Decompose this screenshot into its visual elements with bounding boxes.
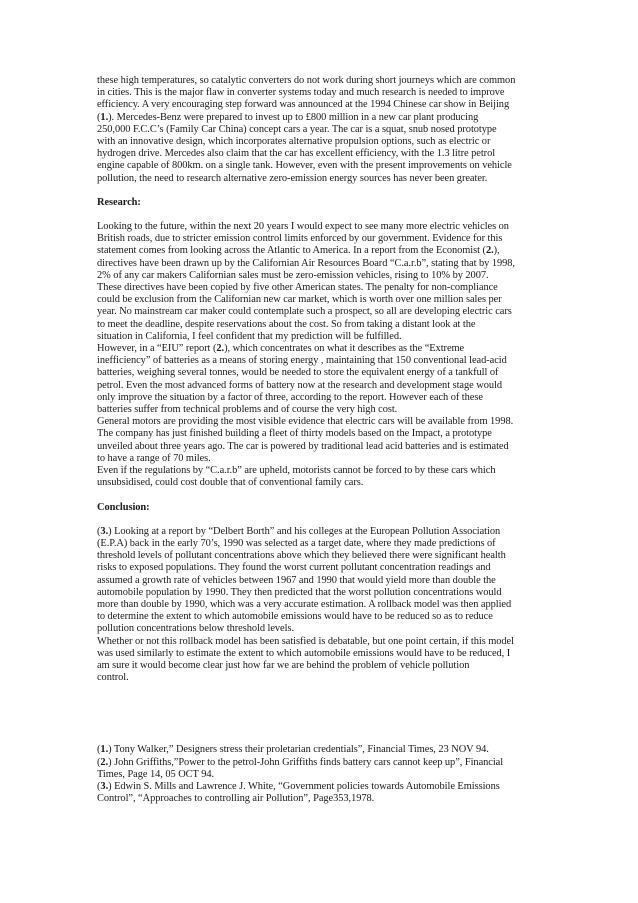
text-fragment: ( [97,744,101,756]
reference-item [97,757,547,769]
text-line: 250,000 F.C.C’s (Family Car China) concept cars a year. The car is a squat, snub nosed prototype [97,123,497,135]
text-line [97,343,547,355]
references-list [97,744,547,805]
text-line: to have a range of 70 miles. [97,452,211,464]
text-line: was used similarly to estimate the extent to which automobile emissions would have to be reduced, I [97,647,511,659]
text-line: situation in California, I feel confident that my prediction will be fulfilled. [97,330,402,342]
text-line: batteries, weighing several tonnes, would be needed to store the equivalent energy of a tankfull of [97,367,499,379]
text-line: petrol. Even the most advanced forms of battery now at the research and development stage would [97,379,502,391]
reference-item-continued: Control”, “Approaches to controlling air Pollution”, Page353,1978. [97,793,375,805]
text-line [97,245,547,257]
text-line [97,526,547,538]
text-line: these high temperatures, so catalytic converters do not work during short journeys which are common [97,75,516,86]
citation-number: 2. [100,756,109,768]
citation-number: 2. [216,343,225,355]
text-line: 2% of any car makers Californian sales must be zero-emission vehicles, rising to 10% by 2007. [97,269,489,281]
text-fragment: However, in a “EIU” report ( [97,343,217,355]
text-line: in cities. This is the major flaw in converter systems today and much research is needed to improve [97,87,505,99]
text-line: with an innovative design, which incorporates alternative propulsion options, such as electric or [97,136,491,148]
text-line: (E.P.A) back in the early 70’s, 1990 was selected as a target date, where they made predictions of [97,537,496,549]
text-line [97,112,547,124]
text-fragment: ), which concentrates on what it describes as the “Extreme [224,343,465,355]
text-line: batteries suffer from technical problems and of course the very high cost. [97,404,398,416]
document-page [97,75,547,805]
citation-number: 2. [485,245,494,257]
text-fragment: ( [97,756,101,768]
intro-paragraph [97,75,547,185]
text-line: assumed a growth rate of vehicles between 1967 and 1990 that would yield more than double the [97,574,496,586]
text-line: The company has just finished building a fleet of thirty models based on the Impact, a prototype [97,428,492,440]
research-paragraph [97,221,547,489]
conclusion-paragraph [97,526,547,685]
text-line: to determine the extent to which automobile emissions would have to be reduced so as to reduce [97,611,493,623]
text-fragment: ( [97,525,101,537]
text-line: pollution concentrations below threshold levels. [97,623,295,635]
text-line: threshold levels of pollutant concentrations above which they believed there were significant health [97,550,506,562]
text-fragment: ). Mercedes-Benz were prepared to invest up to £800 million in a new car plant producing [108,111,479,123]
text-line: unsubsidised, could cost double that of conventional family cars. [97,477,364,489]
blank-space [97,696,547,744]
citation-number: 1. [100,111,109,123]
text-fragment: ) Looking at a report by “Delbert Borth” and his colleges at the European Pollution Association [108,525,501,537]
conclusion-heading: Conclusion: [97,501,150,513]
text-line: Whether or not this rollback model has been satisfied is debatable, but one point certain, if this model [97,635,514,647]
citation-number: 3. [100,780,109,792]
text-line: year. No mainstream car maker could contemplate such a prospect, so all are developing electric cars [97,306,512,318]
text-fragment: statement comes from looking across the Atlantic to America. In a report from the Economist ( [97,245,486,257]
text-line: Even if the regulations by “C.a.r.b” are upheld, motorists cannot be forced to by these cars which [97,465,496,477]
research-heading: Research: [97,196,141,208]
text-fragment: ), [493,245,500,257]
reference-item [97,744,547,756]
text-line: pollution, the need to research alternative zero-emission energy sources has never been greater. [97,172,488,184]
text-fragment: ( [97,780,101,792]
text-line: engine capable of 800km. on a single tank. However, even with the present improvements on vehicle [97,160,512,172]
text-line: unveiled about three years ago. The car is powered by traditional lead acid batteries and is estimated [97,440,509,452]
text-line: These directives have been copied by five other American states. The penalty for non-compliance [97,282,498,294]
text-line: more than double by 1990, which was a very accurate estimation. A rollback model was then applied [97,598,512,610]
text-fragment: ) Edwin S. Mills and Lawrence J. White, “Government policies towards Automobile Emissions [108,780,500,792]
text-line: efficiency. A very encouraging step forward was announced at the 1994 Chinese car show in Beijing [97,99,510,111]
text-line: Looking to the future, within the next 20 years I would expect to see many more electric vehicles on [97,221,509,233]
text-line: General motors are providing the most visible evidence that electric cars will be available from 1998. [97,416,514,428]
text-fragment: ) John Griffiths,”Power to the petrol-John Griffiths finds battery cars cannot keep up”, Financial [108,756,504,768]
text-fragment: ) Tony Walker,” Designers stress their proletarian credentials”, Financial Times, 23 NOV 94. [108,744,489,756]
text-line: risks to exposed populations. They found the worst current pollutant concentration readings and [97,562,491,574]
text-line: directives have been drawn up by the Californian Air Resources Board “C.a.r.b”, stating that by 1998, [97,257,515,269]
text-line: inefficiency” of batteries as a means of storing energy , maintaining that 150 conventional lead-acid [97,355,507,367]
reference-item-continued: Times, Page 14, 05 OCT 94. [97,768,215,780]
text-line: am sure it would become clear just how far we are behind the problem of vehicle pollution [97,659,470,671]
text-line: control. [97,672,129,684]
reference-item [97,781,547,793]
text-line: British roads, due to stricter emission control limits enforced by our government. Evidence for this [97,233,503,245]
text-line: could be exclusion from the Californian new car market, which is worth over one million sales per [97,294,502,306]
citation-number: 1. [100,744,109,756]
text-line: hydrogen drive. Mercedes also claim that the car has excellent efficiency, with the 1.3 litre petrol [97,148,496,160]
text-fragment: ( [97,111,101,123]
citation-number: 3. [100,525,109,537]
text-line: to meet the deadline, despite reservations about the cost. So from taking a distant look at the [97,318,476,330]
text-line: automobile population by 1990. They then predicted that the worst pollution concentrations would [97,586,502,598]
text-line: only improve the situation by a factor of three, according to the report. However each of these [97,391,483,403]
